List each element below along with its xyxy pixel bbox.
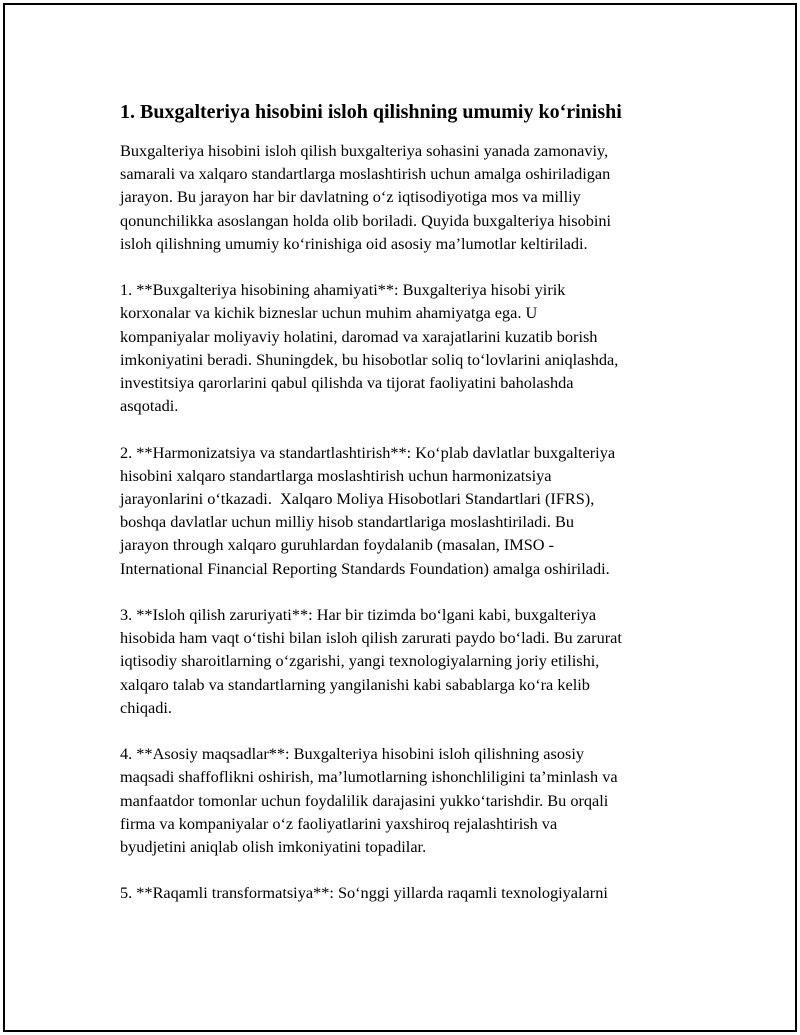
text-line: Buxgalteriya hisobini isloh qilish buxgalteriya sohasini yanada zamonaviy,: [120, 141, 609, 160]
text-line: 2. **Harmonizatsiya va standartlashtirish**: Ko‘plab davlatlar buxgalteriya: [120, 442, 616, 462]
paragraph-gap: [120, 417, 692, 440]
paragraph-item-2: [120, 441, 692, 580]
text-line: samarali va xalqaro standartlarga moslashtirish uchun amalga oshiriladigan: [120, 164, 611, 184]
paragraph-gap: [120, 580, 692, 603]
paragraph-intro: [120, 139, 692, 255]
text-line: xalqaro talab va standartlarning yangilanishi kabi sabablarga ko‘ra kelib: [120, 674, 590, 694]
text-line: 4. **Asosiy maqsadlar**: Buxgalteriya hisobini isloh qilishning asosiy: [120, 744, 584, 764]
text-line: 3. **Isloh qilish zaruriyati**: Har bir tizimda bo‘lgani kabi, buxgalteriya: [120, 605, 597, 625]
paragraph-gap: [120, 858, 692, 881]
text-line: manfaatdor tomonlar uchun foydalilik darajasini yukko‘tarishdir. Bu orqali: [120, 790, 609, 810]
text-line: International Financial Reporting Standards Foundation) amalga oshiriladi.: [120, 558, 610, 578]
text-line: 1. **Buxgalteriya hisobining ahamiyati**: Buxgalteriya hisobi yirik: [120, 280, 566, 300]
text-line: kompaniyalar moliyaviy holatini, daromad va xarajatlarini kuzatib borish: [120, 326, 598, 346]
text-line: jarayonlarini o‘tkazadi. Xalqaro Moliya Hisobotlari Standartlari (IFRS),: [120, 489, 595, 509]
text-line: korxonalar va kichik bizneslar uchun muhim ahamiyatga ega. U: [120, 303, 538, 323]
text-line: maqsadi shaffoflikni oshirish, ma’lumotlarning ishonchliligini ta’minlash va: [120, 767, 618, 787]
text-line: qonunchilikka asoslangan holda olib boriladi. Quyida buxgalteriya hisobini: [120, 210, 612, 230]
text-line: boshqa davlatlar uchun milliy hisob standartlariga moslashtiriladi. Bu: [120, 512, 574, 532]
paragraph-gap: [120, 255, 692, 278]
text-line: firma va kompaniyalar o‘z faoliyatlarini yaxshiroq rejalashtirish va: [120, 813, 558, 833]
text-line: hisobini xalqaro standartlarga moslashtirish uchun harmonizatsiya: [120, 465, 552, 485]
text-line: isloh qilishning umumiy ko‘rinishiga oid asosiy ma’lumotlar keltiriladi.: [120, 233, 588, 253]
text-line: imkoniyatini beradi. Shuningdek, bu hisobotlar soliq to‘lovlarini aniqlashda,: [120, 349, 619, 369]
paragraph-item-5: [120, 881, 692, 904]
document-content: [120, 99, 692, 905]
paragraph-item-4: [120, 742, 692, 858]
text-line: byudjetini aniqlab olish imkoniyatini topadilar.: [120, 837, 427, 857]
paragraph-gap: [120, 719, 692, 742]
section-heading: 1. Buxgalteriya hisobini isloh qilishning umumiy ko‘rinishi: [120, 101, 622, 123]
text-line: 5. **Raqamli transformatsiya**: So‘nggi yillarda raqamli texnologiyalarni: [120, 883, 608, 903]
paragraph-item-3: [120, 603, 692, 719]
paragraph-item-1: [120, 278, 692, 417]
text-line: jarayon. Bu jarayon har bir davlatning o‘z iqtisodiyotiga mos va milliy: [120, 187, 581, 207]
document-page: [3, 3, 797, 1032]
text-line: asqotadi.: [120, 396, 179, 416]
text-line: chiqadi.: [120, 697, 172, 717]
text-line: jarayon through xalqaro guruhlardan foydalanib (masalan, IMSO -: [120, 535, 555, 555]
text-line: hisobida ham vaqt o‘tishi bilan isloh qilish zarurati paydo bo‘ladi. Bu zarurat: [120, 628, 622, 648]
text-line: investitsiya qarorlarini qabul qilishda va tijorat faoliyatini baholashda: [120, 373, 574, 393]
text-line: iqtisodiy sharoitlarning o‘zgarishi, yangi texnologiyalarning joriy etilishi,: [120, 651, 600, 671]
